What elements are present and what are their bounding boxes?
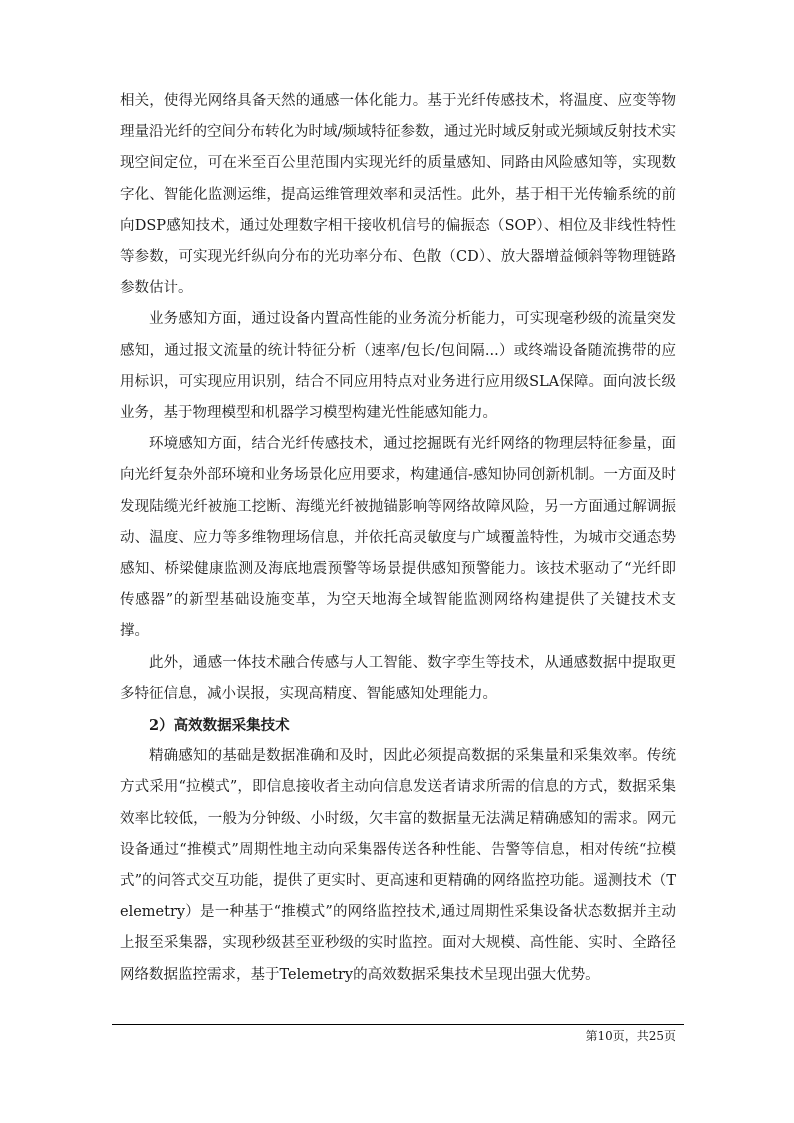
- paragraph-data-collection: 精确感知的基础是数据准确和及时，因此必须提高数据的采集量和采集效率。传统方式采用“拉模式”，即信息接收者主动向信息发送者请求所需的信息的方式，数据采集效率比较低，一般为分钟级、小时级，欠丰富的数据量无法满足精确感知的需求。网元设备通过“推模式”周期性地主动向采集器传送各种性能、告警等信息，相对传统“拉模式”的问答式交互功能，提供了更实时、更高速和更精确的网络监控功能。遥测技术（Telemetry）是一种基于“推模式”的网络监控技术,通过周期性采集设备状态数据并主动上报至采集器，实现秒级甚至亚秒级的实时监控。面对大规模、高性能、实时、全路径网络数据监控需求，基于Telemetry的高效数据采集技术呈现出强大优势。: [120, 748, 676, 983]
- paragraph-service-sensing: 业务感知方面，通过设备内置高性能的业务流分析能力，可实现毫秒级的流量突发感知，通过报文流量的统计特征分析（速率/包长/包间隔...）或终端设备随流携带的应用标识，可实现应用识别，结合不同应用特点对业务进行应用级SLA保障。面向波长级业务，基于物理模型和机器学习模型构建光性能感知能力。: [120, 311, 676, 422]
- page-number: 第10页，共25页: [585, 1029, 676, 1043]
- footer-divider: [112, 1024, 684, 1025]
- paragraph-fusion-summary: 此外，通感一体技术融合传感与人工智能、数字孪生等技术，从通感数据中提取更多特征信息，减小误报，实现高精度、智能感知处理能力。: [120, 654, 676, 702]
- paragraph-environment-sensing: 环境感知方面，结合光纤传感技术，通过挖掘既有光纤网络的物理层特征参量，面向光纤复杂外部环境和业务场景化应用要求，构建通信-感知协同创新机制。一方面及时发现陆缆光纤被施工挖断、海缆光纤被抛锚影响等网络故障风险，另一方面通过解调振动、温度、应力等多维物理场信息，并依托高灵敏度与广域覆盖特性，为城市交通态势感知、桥梁健康监测及海底地震预警等场景提供感知预警能力。该技术驱动了“光纤即传感器”的新型基础设施变革，为空天地海全域智能监测网络构建提供了关键技术支撑。: [120, 436, 676, 640]
- section-heading-data-collection: 2）高效数据采集技术: [149, 717, 290, 735]
- paragraph-optical-sensing-continued: 相关，使得光网络具备天然的通感一体化能力。基于光纤传感技术，将温度、应变等物理量沿光纤的空间分布转化为时域/频域特征参数，通过光时域反射或光频域反射技术实现空间定位，可在米至百公里范围内实现光纤的质量感知、同路由风险感知等，实现数字化、智能化监测运维，提高运维管理效率和灵活性。此外，基于相干光传输系统的前向DSP感知技术，通过处理数字相干接收机信号的偏振态（SOP）、相位及非线性特性等参数，可实现光纤纵向分布的光功率分布、色散（CD）、放大器增益倾斜等物理链路参数估计。: [120, 93, 676, 297]
- document-body: [120, 86, 676, 991]
